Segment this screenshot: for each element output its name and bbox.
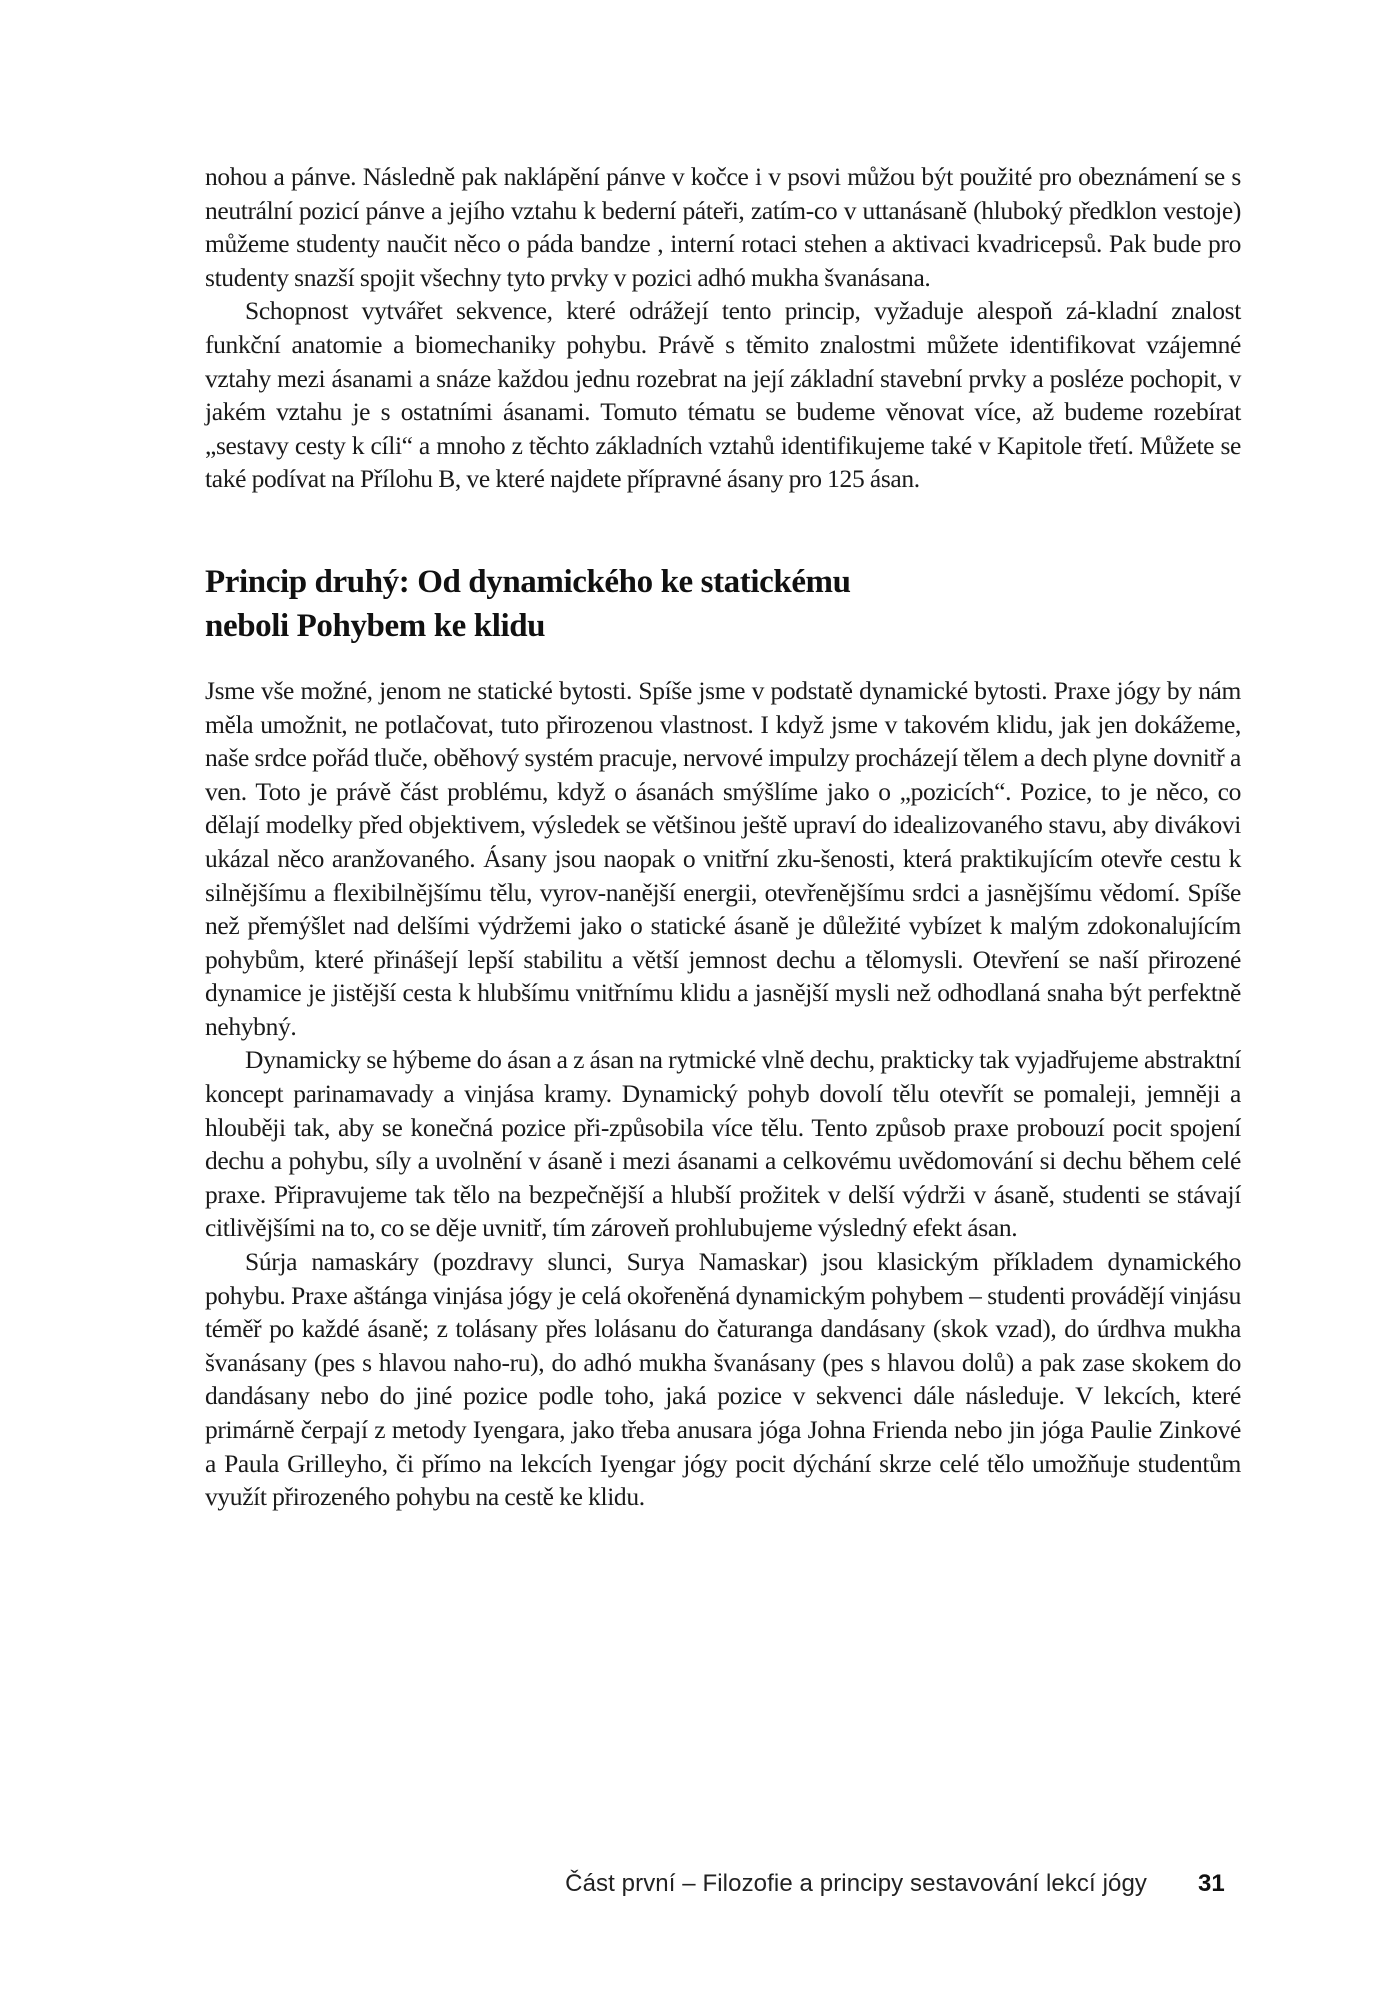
running-footer-title: Část první – Filozofie a principy sestavování lekcí jógy: [565, 1870, 1147, 1897]
body-paragraph: nohou a pánve. Následně pak naklápění pánve v kočce i v psovi můžou být použité pro obeznámení se s neutrální pozicí pánve a jejího vztahu k bederní páteři, zatím-co v uttanásaně (hluboký předklon vestoje) můžeme studenty naučit něco o páda bandze , interní rotaci stehen a aktivaci kvadricepsů. Pak bude pro studenty snazší spojit všechny tyto prvky v pozici adhó mukha švanásana.: [205, 162, 1241, 292]
section-heading-line-1: Princip druhý: Od dynamického ke statickému: [205, 563, 851, 600]
section-heading: [205, 560, 1241, 648]
page-body: [205, 160, 1241, 1514]
body-paragraph: Dynamicky se hýbeme do ásan a z ásan na rytmické vlně dechu, prakticky tak vyjadřujeme abstraktní koncept parinamavady a vinjása kramy. Dynamický pohyb dovolí tělu otevřít se pomaleji, jemněji a hlouběji tak, aby se konečná pozice při-způsobila více tělu. Tento způsob praxe probouzí pocit spojení dechu a pohybu, síly a uvolnění v ásaně i mezi ásanami a celkovému uvědomování si dechu během celé praxe. Připravujeme tak tělo na bezpečnější a hlubší prožitek v delší výdrži v ásaně, studenti se stávají citlivějšími na to, co se děje uvnitř, tím zároveň prohlubujeme výsledný efekt ásan.: [205, 1045, 1241, 1243]
page-footer: [0, 1868, 1399, 1908]
body-paragraph: Súrja namaskáry (pozdravy slunci, Surya Namaskar) jsou klasickým příkladem dynamického pohybu. Praxe aštánga vinjása jógy je celá okořeněná dynamickým pohybem – studenti provádějí vinjásu téměř po každé ásaně; z tolásany přes lolásanu do čaturanga dandásany (skok vzad), do úrdhva mukha švanásany (pes s hlavou naho-ru), do adhó mukha švanásany (pes s hlavou dolů) a pak zase skokem do dandásany nebo do jiné pozice podle toho, jaká pozice v sekvenci dále následuje. V lekcích, které primárně čerpají z metody Iyengara, jako třeba anusara jóga Johna Frienda nebo jin jóga Paulie Zinkové a Paula Grilleyho, či přímo na lekcích Iyengar jógy pocit dýchání skrze celé tělo umožňuje studentům využít přirozeného pohybu na cestě ke klidu.: [205, 1247, 1241, 1512]
page-number: 31: [1198, 1870, 1225, 1897]
body-paragraph: Jsme vše možné, jenom ne statické bytosti. Spíše jsme v podstatě dynamické bytosti. Praxe jógy by nám měla umožnit, ne potlačovat, tuto přirozenou vlastnost. I když jsme v takovém klidu, jak jen dokážeme, naše srdce pořád tluče, oběhový systém pracuje, nervové impulzy procházejí tělem a dech plyne dovnitř a ven. Toto je právě část problému, když o ásanách smýšlíme jako o „pozicích“. Pozice, to je něco, co dělají modelky před objektivem, výsledek se většinou ještě upraví do idealizovaného stavu, aby divákovi ukázal něco aranžovaného. Ásany jsou naopak o vnitřní zku-šenosti, která praktikujícím otevře cestu k silnějšímu a flexibilnějšímu tělu, vyrov-nanější energii, otevřenějšímu srdci a jasnějšímu vědomí. Spíše než přemýšlet nad delšími výdržemi jako o statické ásaně je důležité vybízet k malým zdokonalujícím pohybům, které přinášejí lepší stabilitu a větší jemnost dechu a tělomysli. Otevření se naší přirozené dynamice je jistější cesta k hlubšímu vnitřnímu klidu a jasnější mysli než odhodlaná snaha být perfektně nehybný.: [205, 675, 1241, 1041]
body-paragraph: Schopnost vytvářet sekvence, které odrážejí tento princip, vyžaduje alespoň zá-kladní znalost funkční anatomie a biomechaniky pohybu. Právě s těmito znalostmi můžete identifikovat vzájemné vztahy mezi ásanami a snáze každou jednu rozebrat na její základní stavební prvky a posléze pochopit, v jakém vztahu je s ostatními ásanami. Tomuto tématu se budeme věnovat více, až budeme rozebírat „sestavy cesty k cíli“ a mnoho z těchto základních vztahů identifikujeme také v Kapitole třetí. Můžete se také podívat na Přílohu B, ve které najdete přípravné ásany pro 125 ásan.: [205, 296, 1241, 494]
section-heading-line-2: neboli Pohybem ke klidu: [205, 607, 546, 644]
